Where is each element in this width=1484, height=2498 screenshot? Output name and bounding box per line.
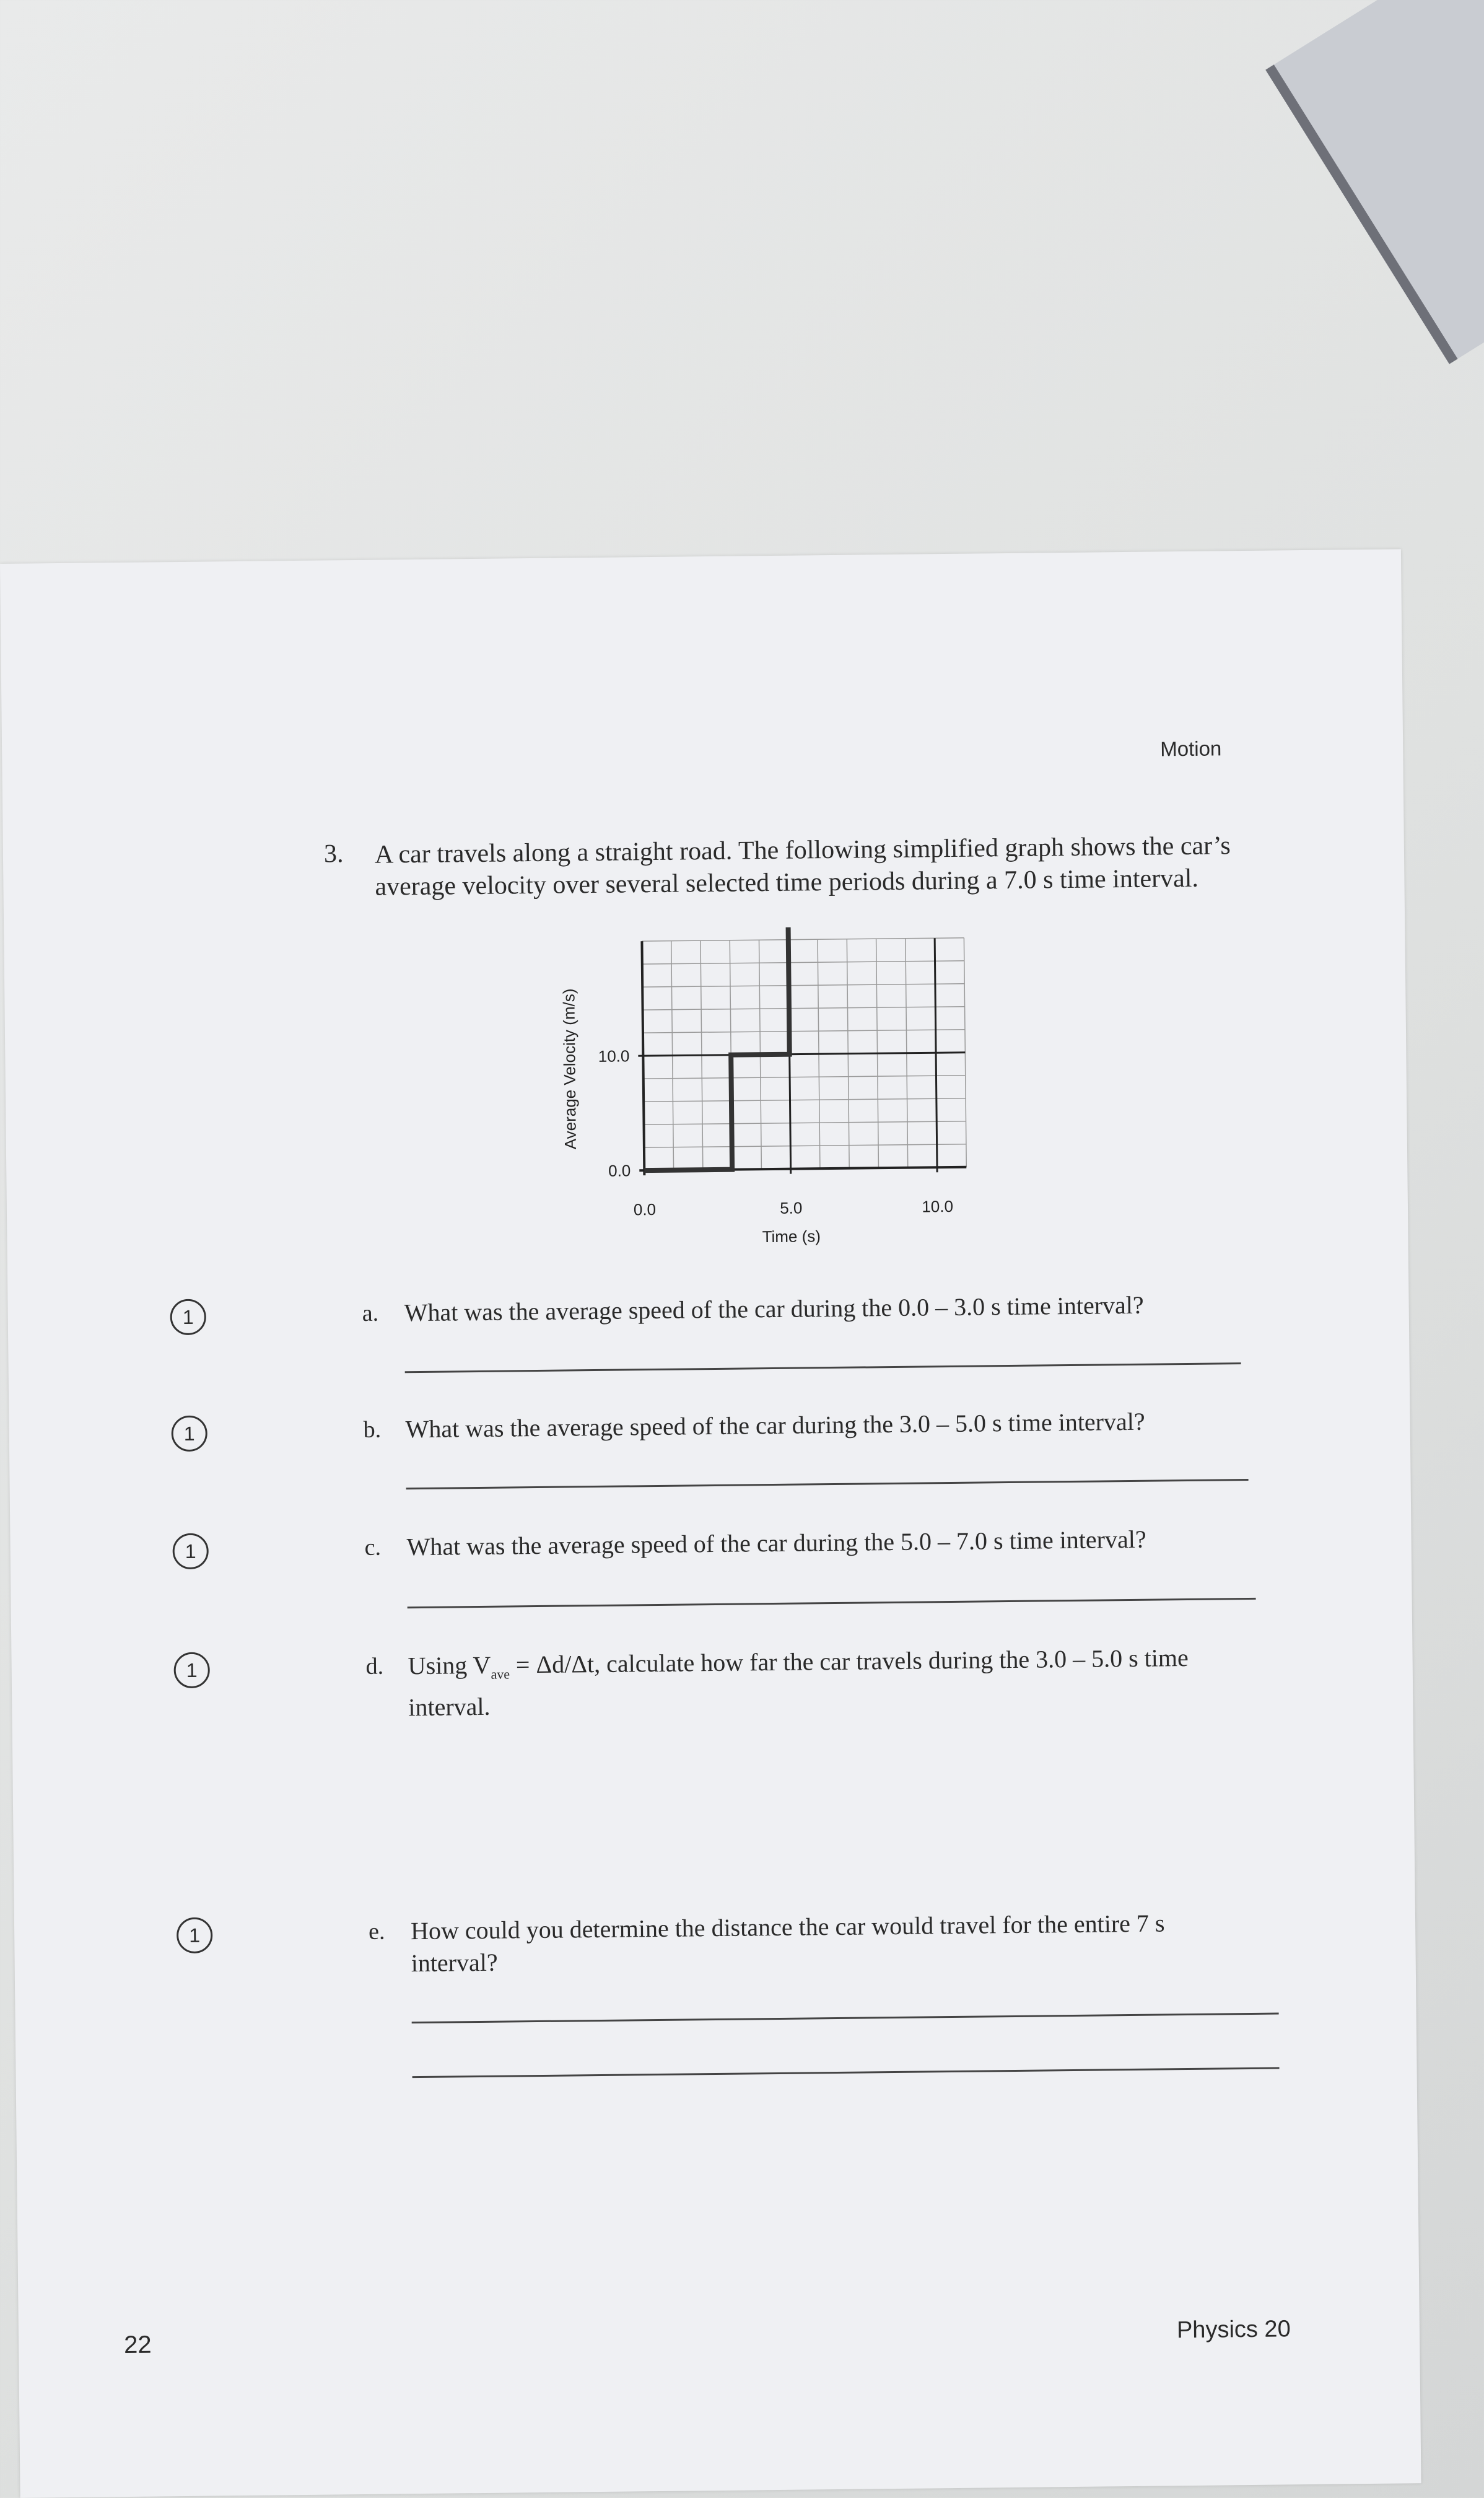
part-a-text: What was the average speed of the car during the 0.0 – 3.0 s time interval?	[404, 1291, 1144, 1327]
part-d-letter: d.	[365, 1653, 384, 1680]
answer-line-b[interactable]	[406, 1479, 1249, 1489]
desk-object	[1265, 0, 1484, 364]
question-text: A car travels along a straight road. The following simplified graph shows the car’s average velocity over several selected time periods during a 7.0 s time interval.	[374, 831, 1231, 901]
worksheet-page	[0, 549, 1421, 2498]
grid-line-h	[644, 1098, 966, 1102]
mark-circle-e: 1	[177, 1917, 213, 1954]
part-e-letter: e.	[368, 1918, 385, 1945]
y-tick-label: 0.0	[608, 1161, 631, 1180]
x-axis-label: Time (s)	[762, 1227, 821, 1247]
mark-circle-d: 1	[173, 1652, 210, 1689]
page-number: 22	[123, 2331, 152, 2359]
y-tick-label: 10.0	[598, 1046, 630, 1066]
grid-line-h	[642, 938, 964, 941]
grid-line-h	[644, 1076, 966, 1079]
velocity-time-chart	[549, 925, 998, 1277]
part-d-subscript: ave	[491, 1666, 510, 1682]
course-footer: Physics 20	[1176, 2316, 1291, 2344]
x-major-line	[935, 938, 937, 1172]
part-a-letter: a.	[362, 1300, 379, 1326]
x-tick-label: 10.0	[922, 1196, 954, 1216]
part-b-text: What was the average speed of the car during the 3.0 – 5.0 s time interval?	[405, 1407, 1145, 1444]
part-c-letter: c.	[364, 1534, 382, 1561]
answer-line-a[interactable]	[405, 1362, 1241, 1373]
part-d-text	[408, 1641, 1250, 1724]
mark-circle-a: 1	[170, 1299, 206, 1336]
answer-line-e1[interactable]	[412, 2013, 1279, 2024]
answer-line-c[interactable]	[408, 1598, 1256, 1608]
grid-line-h	[642, 961, 964, 964]
grid-line-h	[643, 1030, 965, 1033]
y-axis	[642, 941, 644, 1175]
x-tick-label: 5.0	[780, 1198, 803, 1217]
grid-line-h	[644, 1121, 966, 1124]
part-d-text-post: = Δd/Δt, calculate how far the car travels during the 3.0 – 5.0 s time interval.	[408, 1644, 1189, 1722]
x-tick-label: 0.0	[633, 1199, 657, 1219]
grid-line-h	[643, 1007, 965, 1010]
grid-line-h	[644, 1144, 966, 1147]
part-b-letter: b.	[363, 1416, 382, 1443]
part-c-text: What was the average speed of the car during the 5.0 – 7.0 s time interval?	[406, 1525, 1146, 1561]
question-number: 3.	[323, 839, 344, 869]
chart-svg	[549, 925, 998, 1277]
y-major-line	[638, 1053, 965, 1056]
section-header: Motion	[1160, 737, 1222, 761]
mark-circle-b: 1	[171, 1416, 207, 1452]
part-d-text-pre: Using V	[408, 1650, 491, 1680]
part-e-text: How could you determine the distance the car would travel for the entire 7 s interval?	[410, 1909, 1165, 1978]
mark-circle-c: 1	[172, 1533, 209, 1570]
y-axis-label: Average Velocity (m/s)	[559, 988, 580, 1150]
grid-line-h	[642, 984, 964, 987]
answer-line-e2[interactable]	[412, 2067, 1280, 2079]
